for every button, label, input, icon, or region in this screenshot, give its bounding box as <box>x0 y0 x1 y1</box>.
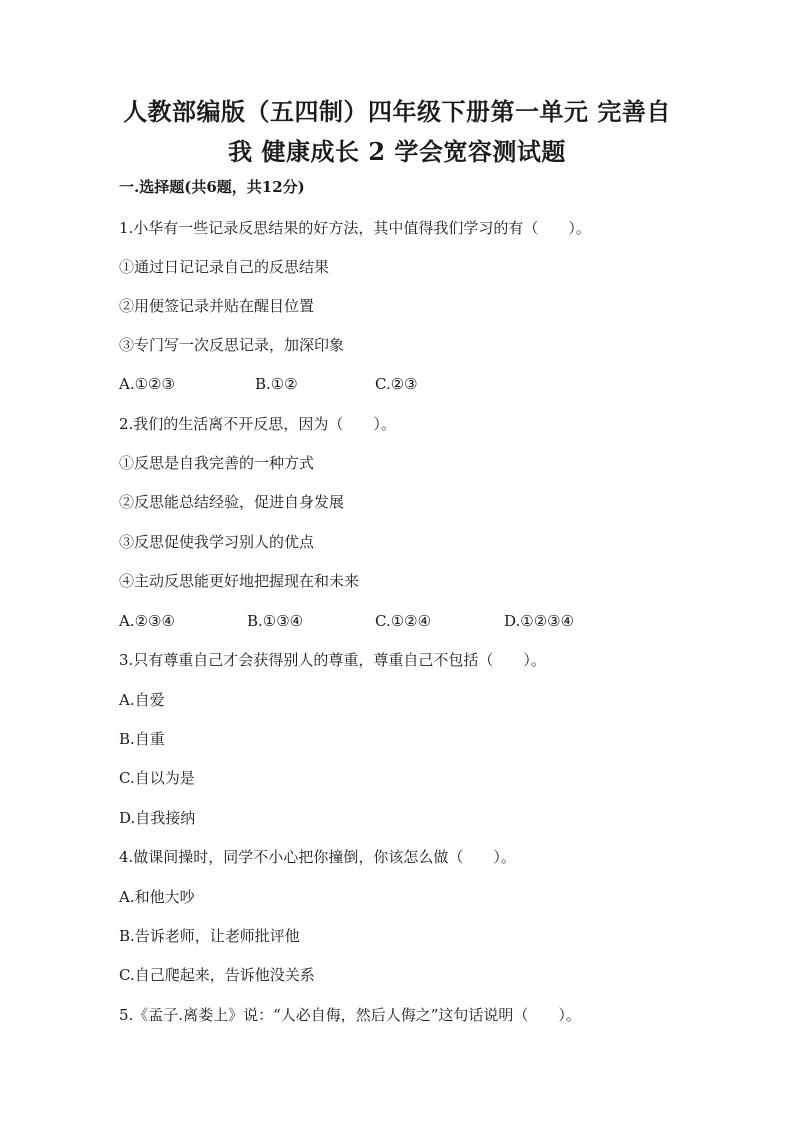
question-1-option-b: B.①② <box>255 375 298 393</box>
question-3-option-a: A.自爱 <box>119 691 165 709</box>
question-1-option-a: A.①②③ <box>119 375 175 393</box>
question-3-option-c: C.自以为是 <box>119 769 195 787</box>
question-4-option-a: A.和他大吵 <box>119 888 195 906</box>
question-1-item-1: ①通过日记记录自己的反思结果 <box>119 258 330 276</box>
question-2-option-b: B.①③④ <box>247 612 304 630</box>
question-5-stem: 5.《孟子.离娄上》说：“人必自侮，然后人侮之”这句话说明（ ）。 <box>119 1006 581 1024</box>
question-2-option-d: D.①②③④ <box>504 612 575 630</box>
question-4-stem: 4.做课间操时，同学不小心把你撞倒，你该怎么做（ ）。 <box>119 848 516 866</box>
question-1-option-c: C.②③ <box>375 375 418 393</box>
question-1-stem: 1.小华有一些记录反思结果的好方法，其中值得我们学习的有（ ）。 <box>119 219 591 237</box>
question-3-stem: 3.只有尊重自己才会获得别人的尊重，尊重自己不包括（ ）。 <box>119 651 546 669</box>
question-2-item-3: ③反思促使我学习别人的优点 <box>119 533 315 551</box>
question-3-option-d: D.自我接纳 <box>119 809 196 827</box>
question-4-option-b: B.告诉老师，让老师批评他 <box>119 927 300 945</box>
page-title <box>110 92 684 172</box>
question-4-option-c: C.自己爬起来，告诉他没关系 <box>119 966 315 984</box>
question-2-item-4: ④主动反思能更好地把握现在和未来 <box>119 572 360 590</box>
title-line-2: 我 健康成长 2 学会宽容测试题 <box>228 137 566 166</box>
question-2-option-c: C.①②④ <box>375 612 432 630</box>
question-2-option-a: A.②③④ <box>119 612 175 630</box>
section-heading: 一.选择题(共6题，共12分) <box>119 178 305 196</box>
question-2-item-2: ②反思能总结经验，促进自身发展 <box>119 493 345 511</box>
title-line-1: 人教部编版（五四制）四年级下册第一单元 完善自 <box>123 97 671 126</box>
question-2-stem: 2.我们的生活离不开反思，因为（ ）。 <box>119 415 396 433</box>
question-1-item-3: ③专门写一次反思记录，加深印象 <box>119 336 345 354</box>
question-2-item-1: ①反思是自我完善的一种方式 <box>119 454 315 472</box>
question-3-option-b: B.自重 <box>119 730 165 748</box>
question-1-item-2: ②用便签记录并贴在醒目位置 <box>119 297 315 315</box>
